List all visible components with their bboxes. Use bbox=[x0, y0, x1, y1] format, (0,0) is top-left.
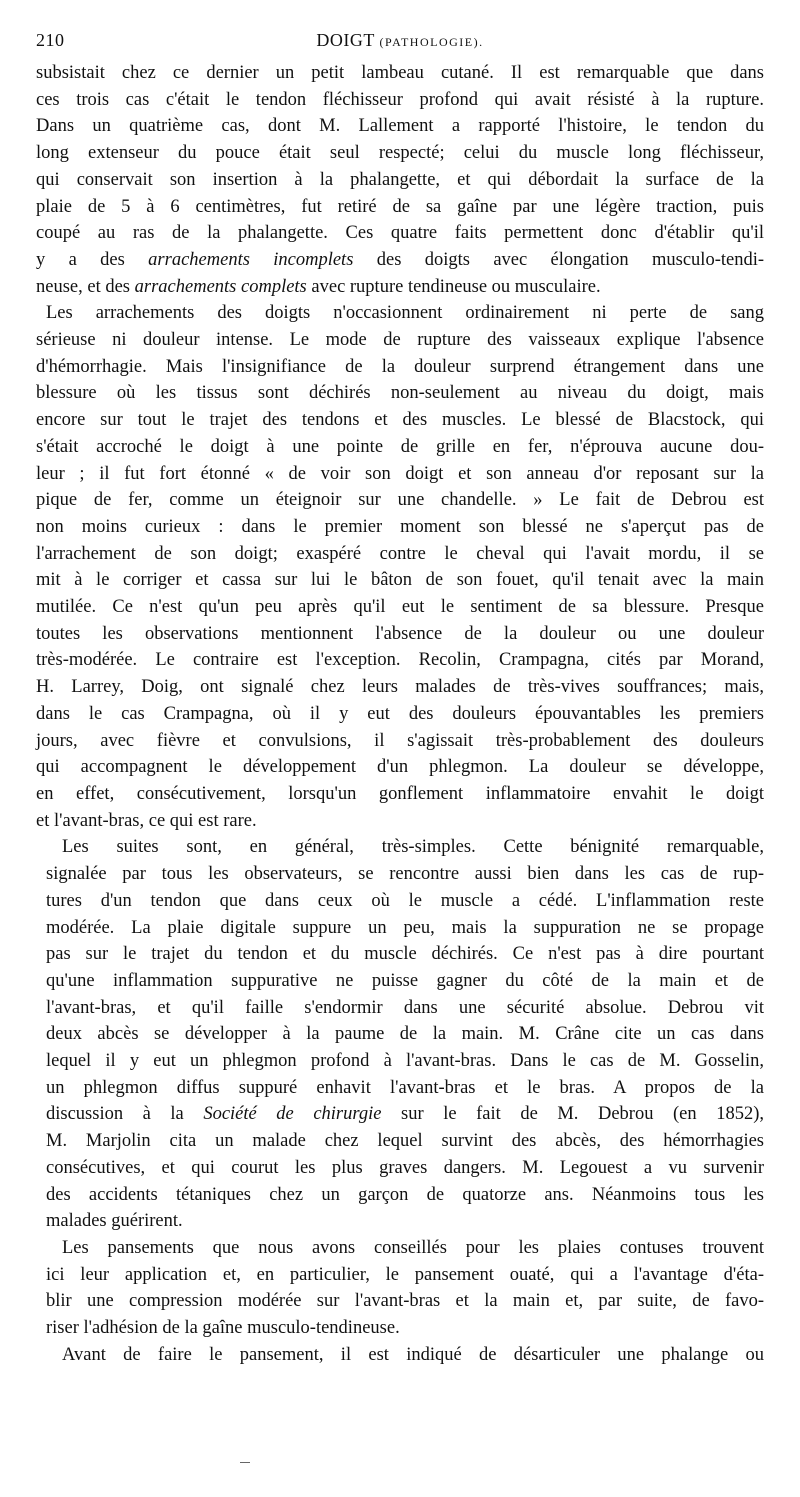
text-line: mutilée. Ce n'est qu'un peu après qu'il eut le sentiment de sa blessure. Presque bbox=[36, 597, 764, 618]
text-run: y a des bbox=[36, 249, 149, 270]
text-line: l'arrachement de son doigt; exaspéré contre le cheval qui l'avait mordu, il se bbox=[36, 543, 764, 564]
text-line: modérée. La plaie digitale suppure un peu, mais la suppuration ne se propage bbox=[46, 917, 764, 938]
text-line: Les suites sont, en général, très-simples. Cette bénignité remarquable, bbox=[62, 837, 764, 858]
text-line: lequel il y eut un phlegmon profond à l'avant-bras. Dans le cas de M. Gosselin, bbox=[46, 1051, 764, 1072]
text-line: blir une compression modérée sur l'avant-bras et la main et, par suite, de favo- bbox=[46, 1291, 764, 1312]
text-line: d'hémorrhagie. Mais l'insignifiance de la douleur surprend étrangement dans une bbox=[36, 356, 764, 377]
paragraph-1 bbox=[36, 60, 764, 300]
text-line: signalée par tous les observateurs, se rencontre aussi bien dans les cas de rup- bbox=[46, 864, 764, 885]
text-run: neuse, et des bbox=[36, 276, 135, 297]
text-line: qui accompagnent le développement d'un phlegmon. La douleur se développe, bbox=[36, 757, 764, 778]
text-line bbox=[36, 247, 764, 274]
text-line: H. Larrey, Doig, ont signalé chez leurs malades de très-vives souffrances; mais, bbox=[36, 677, 764, 698]
text-line: pas sur le trajet du tendon et du muscle déchirés. Ce n'est pas à dire pourtant bbox=[46, 944, 764, 965]
text-line: s'était accroché le doigt à une pointe de grille en fer, n'éprouva aucune dou- bbox=[36, 436, 764, 457]
italic-term: arrachements complets bbox=[134, 276, 307, 297]
text-line: ces trois cas c'était le tendon fléchisseur profond qui avait résisté à la rupture. bbox=[36, 89, 764, 110]
text-line: Les arrachements des doigts n'occasionnent ordinairement ni perte de sang bbox=[46, 303, 764, 324]
text-line: des accidents tétaniques chez un garçon de quatorze ans. Néanmoins tous les bbox=[46, 1184, 764, 1205]
text-line: en effet, consécutivement, lorsqu'un gonflement inflammatoire envahit le doigt bbox=[36, 783, 764, 804]
text-line: malades guérirent. bbox=[46, 1211, 183, 1232]
text-line: coupé au ras de la phalangette. Ces quatre faits permettent donc d'établir qu'il bbox=[36, 223, 764, 244]
text-line: un phlegmon diffus suppuré enhavit l'avant-bras et le bras. A propos de la bbox=[46, 1077, 764, 1098]
text-line: subsistait chez ce dernier un petit lambeau cutané. Il est remarquable que dans bbox=[36, 63, 764, 83]
paragraph-5 bbox=[36, 1342, 764, 1369]
text-run: des doigts avec élongation musculo-tendi- bbox=[353, 249, 765, 270]
text-line: mit à le corriger et cassa sur lui le bâton de son fouet, qu'il tenait avec la main bbox=[36, 570, 764, 591]
text-line: riser l'adhésion de la gaîne musculo-tendineuse. bbox=[46, 1318, 400, 1339]
text-line: plaie de 5 à 6 centimètres, fut retiré de sa gaîne par une légère traction, puis bbox=[36, 196, 764, 217]
text-line bbox=[36, 1101, 764, 1128]
text-line: blessure où les tissus sont déchirés non-seulement au niveau du doigt, mais bbox=[36, 383, 764, 404]
paragraph-2 bbox=[36, 300, 764, 834]
text-line: consécutives, et qui courut les plus graves dangers. M. Legouest a vu survenir bbox=[46, 1157, 764, 1178]
text-line: ici leur application et, en particulier, le pansement ouaté, qui a l'avantage d'éta- bbox=[46, 1264, 764, 1285]
text-line: Les pansements que nous avons conseillés pour les plaies contuses trouvent bbox=[62, 1237, 764, 1258]
text-line: deux abcès se développer à la paume de la main. M. Crâne cite un cas dans bbox=[46, 1024, 764, 1045]
text-line: encore sur tout le trajet des tendons et des muscles. Le blessé de Blacstock, qui bbox=[36, 410, 764, 431]
text-line: Dans un quatrième cas, dont M. Lallement a rapporté l'histoire, le tendon du bbox=[36, 116, 764, 137]
text-run: discussion à la bbox=[46, 1104, 204, 1125]
text-line: leur ; il fut fort étonné « de voir son doigt et son anneau d'or reposant sur la bbox=[36, 463, 764, 484]
text-line: non moins curieux : dans le premier moment son blessé ne s'aperçut pas de bbox=[36, 516, 764, 537]
text-line: pique de fer, comme un éteignoir sur une chandelle. » Le fait de Debrou est bbox=[36, 490, 764, 511]
text-line: M. Marjolin cita un malade chez lequel survint des abcès, des hémorrhagies bbox=[46, 1131, 764, 1152]
text-line: qui conservait son insertion à la phalangette, et qui débordait la surface de la bbox=[36, 169, 764, 190]
running-head bbox=[36, 30, 764, 56]
text-line: toutes les observations mentionnent l'absence de la douleur ou une douleur bbox=[36, 623, 764, 644]
italic-term: Société de chirurgie bbox=[203, 1104, 382, 1125]
text-line: jours, avec fièvre et convulsions, il s'agissait très-probablement des douleurs bbox=[36, 730, 764, 751]
text-run: sur le fait de M. Debrou (en 1852), bbox=[381, 1104, 764, 1125]
text-line: très-modérée. Le contraire est l'exception. Recolin, Crampagna, cités par Morand, bbox=[36, 650, 764, 671]
page-number: 210 bbox=[36, 30, 65, 50]
paragraph-4 bbox=[36, 1235, 764, 1342]
header-title: DOIGT bbox=[316, 30, 375, 50]
text-line: Avant de faire le pansement, il est indiqué de désarticuler une phalange ou bbox=[62, 1344, 764, 1365]
text-line: et l'avant-bras, ce qui est rare. bbox=[36, 810, 257, 831]
text-run: avec rupture tendineuse ou musculaire. bbox=[306, 276, 601, 297]
text-line: l'avant-bras, et qu'il faille s'endormir dans une sécurité absolue. Debrou vit bbox=[46, 997, 764, 1018]
text-line: dans le cas Crampagna, où il y eut des douleurs épouvantables les premiers bbox=[36, 703, 764, 724]
header-subtitle: (PATHOLOGIE). bbox=[379, 35, 484, 49]
text-line bbox=[36, 274, 764, 301]
page-mark bbox=[240, 1462, 250, 1463]
paragraph-3 bbox=[36, 834, 764, 1235]
text-line: qu'une inflammation suppurative ne puisse gagner du côté de la main et de bbox=[46, 970, 764, 991]
text-line: tures d'un tendon que dans ceux où le muscle a cédé. L'inflammation reste bbox=[46, 890, 764, 911]
header-title-block bbox=[36, 30, 764, 51]
italic-term: arrachements incomplets bbox=[148, 249, 354, 270]
document-page bbox=[36, 30, 764, 1368]
text-line: long extenseur du pouce était seul respecté; celui du muscle long fléchisseur, bbox=[36, 143, 764, 164]
text-line: sérieuse ni douleur intense. Le mode de rupture des vaisseaux explique l'absence bbox=[36, 330, 764, 351]
